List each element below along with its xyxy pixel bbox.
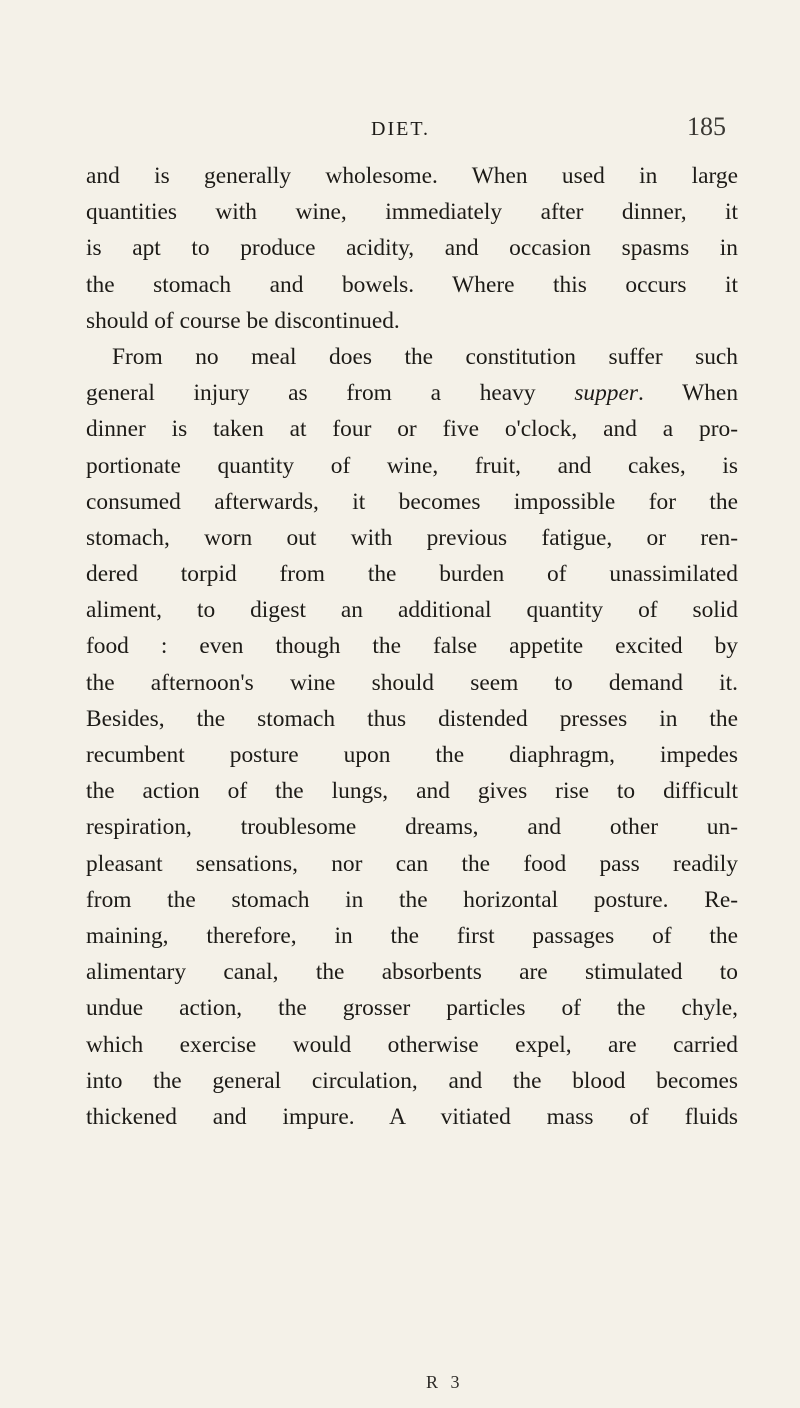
text-line: into the general circulation, and the blood becomes xyxy=(86,1067,738,1094)
body-text xyxy=(86,158,738,1135)
text-line: maining, therefore, in the first passages of the xyxy=(86,922,738,949)
emphasis-word: supper xyxy=(574,380,638,407)
text-line: the action of the lungs, and gives rise to difficult xyxy=(86,778,738,805)
text-line xyxy=(86,375,738,411)
text-line: which exercise would otherwise expel, are carried xyxy=(86,1031,738,1058)
text-line: and is generally wholesome. When used in large xyxy=(86,163,738,189)
text-line: respiration, troublesome dreams, and other un- xyxy=(86,814,738,841)
page-number: 185 xyxy=(687,112,726,141)
text-line: is apt to produce acidity, and occasion spasms in xyxy=(86,235,738,262)
running-head: DIET. xyxy=(371,118,431,140)
text-line: food : even though the false appetite excited by xyxy=(86,633,738,660)
text-line: the afternoon's wine should seem to demand it. xyxy=(86,669,738,696)
text-line: pleasant sensations, nor can the food pass readily xyxy=(86,850,738,877)
text-line-part: general injury as from a heavy supper. When xyxy=(86,380,739,407)
text-line: from the stomach in the horizontal posture. Re- xyxy=(86,886,738,913)
text-line: undue action, the grosser particles of the chyle, xyxy=(86,995,738,1022)
text-line: alimentary canal, the absorbents are stimulated to xyxy=(86,959,738,986)
text-line: the stomach and bowels. Where this occurs it xyxy=(86,271,738,298)
page-header xyxy=(86,112,726,152)
text-line: should of course be discontinued. xyxy=(86,307,400,334)
text-line: portionate quantity of wine, fruit, and cakes, is xyxy=(86,452,738,479)
text-line: thickened and impure. A vitiated mass of fluids xyxy=(86,1103,738,1130)
text-line: stomach, worn out with previous fatigue, or ren- xyxy=(86,524,738,551)
text-line: Besides, the stomach thus distended presses in the xyxy=(86,705,738,732)
text-line: From no meal does the constitution suffer such xyxy=(112,343,738,370)
text-line: dered torpid from the burden of unassimilated xyxy=(86,561,738,588)
signature-mark: R 3 xyxy=(426,1372,464,1392)
text-line: aliment, to digest an additional quantity of solid xyxy=(86,597,738,624)
text-line: consumed afterwards, it becomes impossible for the xyxy=(86,488,738,515)
text-line: dinner is taken at four or five o'clock, and a pro- xyxy=(86,416,738,443)
text-line: quantities with wine, immediately after dinner, it xyxy=(86,199,738,226)
text-line: recumbent posture upon the diaphragm, impedes xyxy=(86,742,738,768)
